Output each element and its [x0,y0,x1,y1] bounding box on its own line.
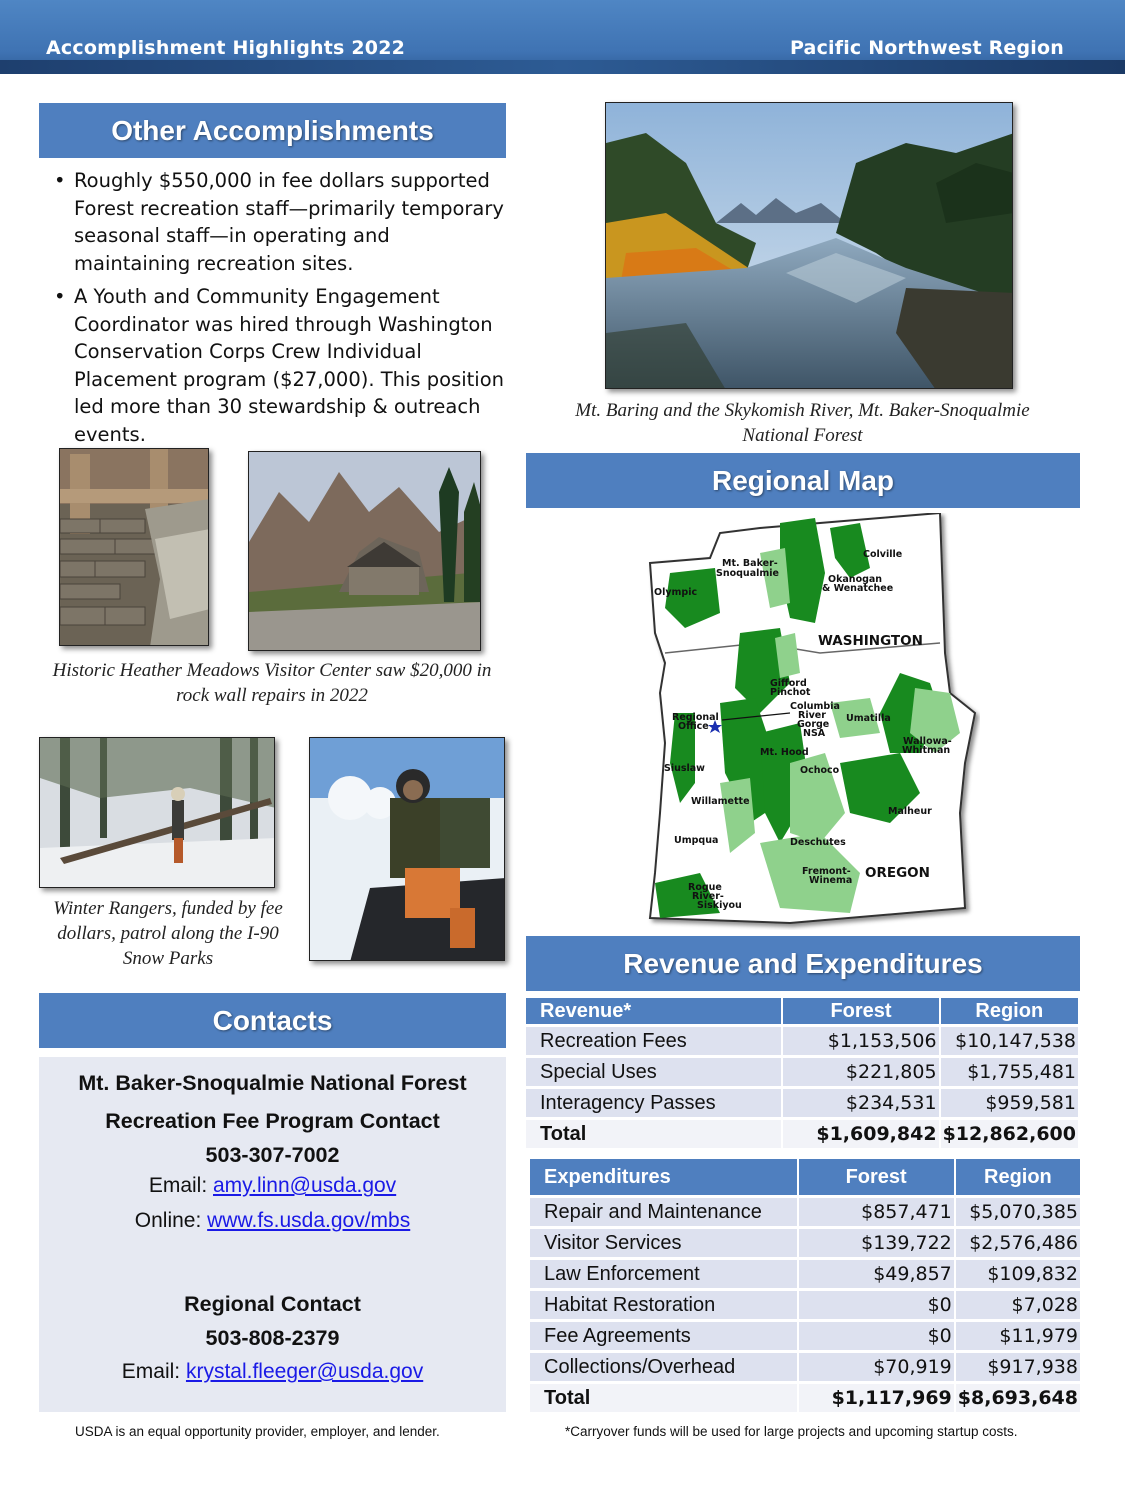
revenue-total-row [526,1120,1078,1148]
map-label-regional2: Office [678,721,709,732]
revenue-header-label: Revenue* [526,998,781,1024]
snow-forest-photo [39,737,275,888]
table-row [530,1260,1080,1288]
table-row [530,1198,1080,1226]
snowmobile-ranger-photo [309,737,505,961]
row-forest-value: $0 [799,1291,954,1319]
table-row [530,1353,1080,1381]
row-region-value: $917,938 [956,1353,1080,1381]
row-label: Habitat Restoration [530,1291,797,1319]
map-label-wallowa: Wallowa- [903,736,952,747]
regional-contact-heading: Regional Contact [184,1292,361,1316]
row-region-value: $7,028 [956,1291,1080,1319]
regional-map [640,513,980,930]
header-title: Accomplishment Highlights 2022 [46,37,406,59]
map-label-okanogan2: & Wenatchee [822,583,894,594]
row-label: Collections/Overhead [530,1353,797,1381]
total-forest-value: $1,117,969 [799,1384,954,1412]
map-label-fremont2: Winema [809,875,853,886]
map-label-gifford2: Pinchot [770,687,811,698]
header-band [0,0,1125,74]
total-forest-value: $1,609,842 [783,1120,938,1148]
map-label-mthood: Mt. Hood [760,747,809,758]
table-row [530,1322,1080,1350]
row-forest-value: $234,531 [783,1089,938,1117]
table-row [530,1291,1080,1319]
revenue-header-forest: Forest [783,998,938,1024]
total-label: Total [530,1384,797,1412]
email-label: Email: [148,1174,213,1197]
table-row [526,1089,1078,1117]
accomplishment-item: • A Youth and Community Engagement Coordinator was hired through Washington Conservation Corps Crew Individual Placement program ($27,000). This position led more than 30 stewardship & outreach events. [52,283,512,448]
total-region-value: $8,693,648 [956,1384,1080,1412]
expenditures-header-label: Expenditures [530,1159,797,1195]
header-region: Pacific Northwest Region [789,37,1064,59]
table-row [526,1058,1078,1086]
row-forest-value: $857,471 [799,1198,954,1226]
expenditures-header-forest: Forest [799,1159,954,1195]
email-label: Email: [121,1360,186,1383]
row-region-value: $10,147,538 [941,1027,1078,1055]
row-region-value: $5,070,385 [956,1198,1080,1226]
map-label-columbia2: River [798,710,826,721]
row-region-value: $109,832 [956,1260,1080,1288]
expenditures-table [528,1156,1082,1415]
expenditures-header-region: Region [956,1159,1080,1195]
map-label-oregon: OREGON [865,865,930,881]
row-forest-value: $139,722 [799,1229,954,1257]
map-label-ochoco: Ochoco [800,765,840,776]
row-label: Special Uses [526,1058,781,1086]
revenue-header-region: Region [941,998,1078,1024]
map-label-umpqua: Umpqua [674,835,719,846]
map-label-umatilla: Umatilla [846,713,891,724]
winter-rangers-caption: Winter Rangers, funded by fee dollars, patrol along the I-90 Snow Parks [53,898,283,969]
total-label: Total [526,1120,781,1148]
program-contact-heading: Recreation Fee Program Contact [105,1109,440,1133]
accomplishments-list [52,167,512,454]
row-label: Recreation Fees [526,1027,781,1055]
map-label-okanogan: Okanogan [828,574,883,585]
map-label-fremont: Fremont- [802,866,851,877]
rock-wall-photo [59,448,209,646]
regional-map-heading: Regional Map [526,453,1080,508]
row-label: Fee Agreements [530,1322,797,1350]
visitor-center-photo [248,451,481,651]
website-link[interactable]: www.fs.usda.gov/mbs [207,1209,411,1232]
map-label-washington: WASHINGTON [818,633,923,649]
table-row [526,1027,1078,1055]
online-label: Online: [134,1209,208,1232]
revenue-expenditures-heading: Revenue and Expenditures [526,936,1080,991]
map-label-deschutes: Deschutes [790,837,846,848]
footer-equal-opportunity: USDA is an equal opportunity provider, employer, and lender. [75,1424,440,1439]
map-label-gifford: Gifford [770,678,807,689]
river-photo [605,102,1013,389]
regional-phone: 503-808-2379 [205,1326,340,1350]
regional-email-link[interactable]: krystal.fleeger@usda.gov [185,1360,424,1383]
row-forest-value: $70,919 [799,1353,954,1381]
map-label-mbs2: Snoqualmie [716,568,779,579]
map-label-colville: Colville [863,549,903,560]
regional-email-line [39,1360,506,1384]
map-label-rogue3: Siskiyou [697,900,742,911]
table-row [530,1229,1080,1257]
map-label-columbia3: Gorge [797,719,830,730]
row-label: Repair and Maintenance [530,1198,797,1226]
program-phone: 503-307-7002 [205,1143,340,1167]
map-label-columbia4: NSA [803,728,826,739]
heather-meadows-caption: Historic Heather Meadows Visitor Center saw $20,000 in rock wall repairs in 2022 [52,660,492,706]
map-label-columbia: Columbia [790,701,840,712]
map-label-rogue: Rogue [688,882,722,893]
row-forest-value: $1,153,506 [783,1027,938,1055]
map-label-wallowa2: Whitman [902,745,951,756]
online-line [39,1209,506,1233]
other-accomplishments-heading: Other Accomplishments [39,103,506,158]
row-forest-value: $49,857 [799,1260,954,1288]
program-email-line [39,1174,506,1198]
expenditures-total-row [530,1384,1080,1412]
map-label-rogue2: River- [692,891,724,902]
total-region-value: $12,862,600 [941,1120,1078,1148]
header-accent-bar [0,60,1125,74]
map-label-malheur: Malheur [888,806,932,817]
row-label: Law Enforcement [530,1260,797,1288]
row-region-value: $1,755,481 [941,1058,1078,1086]
revenue-table [524,995,1080,1151]
row-forest-value: $0 [799,1322,954,1350]
row-region-value: $959,581 [941,1089,1078,1117]
row-region-value: $11,979 [956,1322,1080,1350]
row-forest-value: $221,805 [783,1058,938,1086]
row-label: Visitor Services [530,1229,797,1257]
forest-name: Mt. Baker-Snoqualmie National Forest [78,1071,467,1095]
footer-carryover-note: *Carryover funds will be used for large projects and upcoming startup costs. [565,1424,1018,1439]
accomplishment-item: • Roughly $550,000 in fee dollars supported Forest recreation staff—primarily temporary seasonal staff—in operating and maintaining recreation sites. [52,167,512,277]
map-label-regional: Regional [672,712,719,723]
program-email-link[interactable]: amy.linn@usda.gov [213,1174,397,1197]
contacts-heading: Contacts [39,993,506,1048]
river-photo-caption: Mt. Baring and the Skykomish River, Mt. Baker-Snoqualmie National Forest [575,400,1030,446]
map-label-willamette: Willamette [691,796,750,807]
contacts-box [39,1057,506,1412]
row-label: Interagency Passes [526,1089,781,1117]
map-label-mbs: Mt. Baker- [722,558,778,569]
map-label-siuslaw: Siuslaw [664,763,705,774]
map-label-olympic: Olympic [654,587,698,598]
row-region-value: $2,576,486 [956,1229,1080,1257]
